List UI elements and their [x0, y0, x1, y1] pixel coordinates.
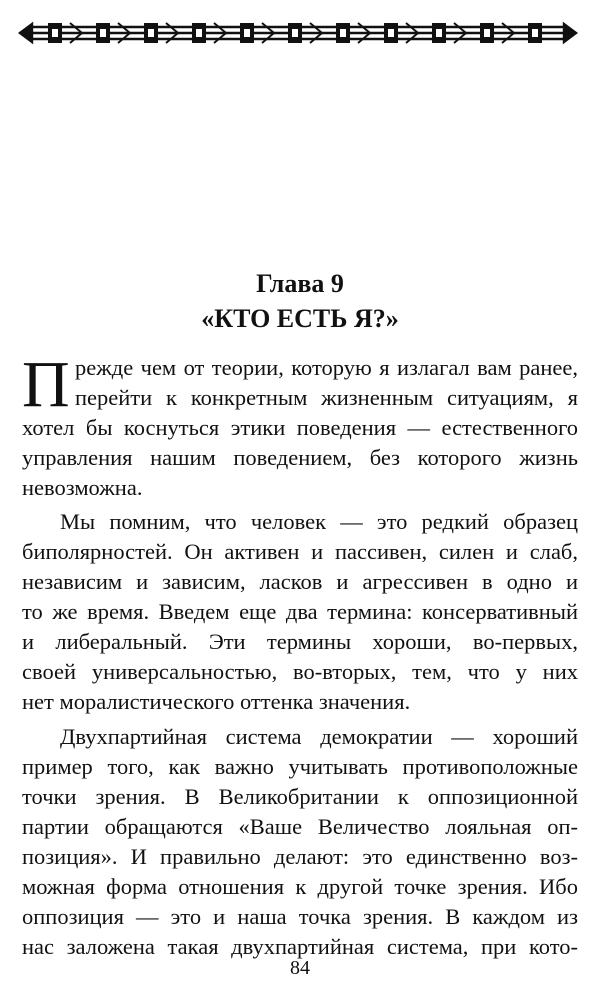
- page-number: 84: [290, 957, 310, 979]
- text-line: и либеральный. Эти термины хороши, во-первых,: [22, 629, 578, 654]
- text-line: хотел бы коснуться этики поведения — естественного: [22, 415, 578, 440]
- text-line: партии обращаются «Ваше Величество лояльная оп-: [22, 814, 578, 839]
- text-line: точки зрения. В Великобритании к оппозиционной: [22, 784, 578, 809]
- text-line: Мы помним, что человек — это редкий образец: [60, 509, 578, 534]
- text-line: независим и зависим, ласков и агрессивен в одно и: [22, 569, 578, 594]
- chapter-title: «КТО ЕСТЬ Я?»: [201, 304, 399, 333]
- text-line: то же время. Введем еще два термина: консервативный: [22, 599, 578, 624]
- chapter-number: Глава 9: [256, 269, 344, 298]
- drop-cap: П: [22, 348, 70, 421]
- text-line: нет моралистического оттенка значения.: [22, 689, 411, 714]
- text-line: позиция». И правильно делают: это единственно воз-: [22, 844, 578, 869]
- text-line: режде чем от теории, которую я излагал вам ранее,: [75, 355, 578, 380]
- text-line: биполярностей. Он активен и пассивен, силен и слаб,: [22, 539, 578, 564]
- text-line: перейти к конкретным жизненным ситуациям, я: [75, 385, 578, 410]
- decorative-border-ornament: [18, 18, 578, 48]
- text-line: можная форма отношения к другой точке зрения. Ибо: [22, 874, 578, 899]
- text-line: нас заложена такая двухпартийная система, при кото-: [22, 934, 578, 959]
- text-line: пример того, как важно учитывать противоположные: [22, 754, 578, 779]
- text-line: оппозиция — это и наша точка зрения. В каждом из: [22, 904, 578, 929]
- text-line: невозможна.: [22, 475, 143, 500]
- text-line: Двухпартийная система демократии — хороший: [60, 724, 578, 749]
- text-line: своей универсальностью, во-вторых, тем, что у них: [22, 659, 578, 684]
- text-line: управления нашим поведением, без которого жизнь: [22, 445, 578, 470]
